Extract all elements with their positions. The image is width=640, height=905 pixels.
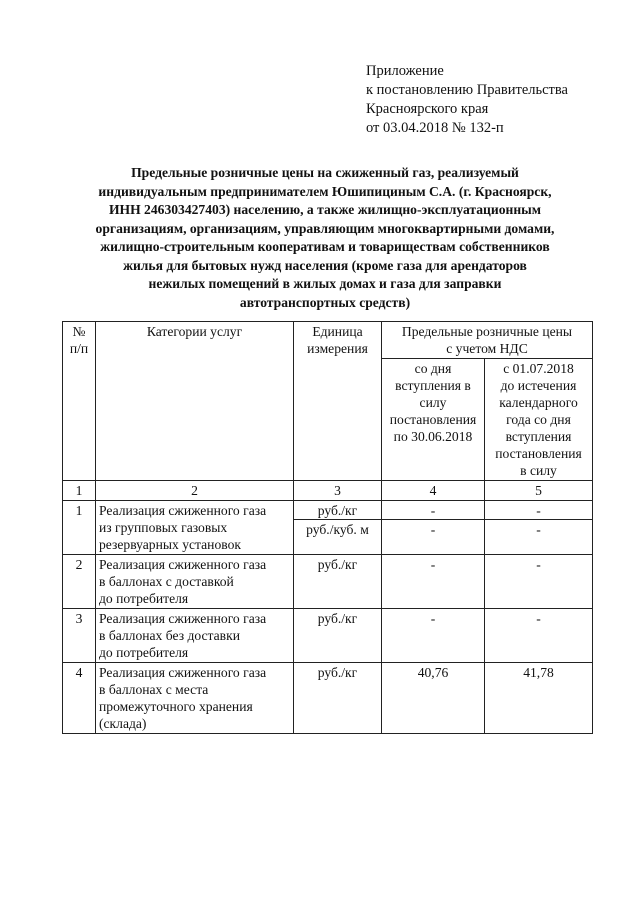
unit-value: руб./кг: [294, 555, 382, 609]
header-text: постановления: [495, 446, 582, 461]
service-name: [96, 663, 294, 734]
header-col4: [382, 359, 485, 481]
title-line: организациям, организациям, управляющим многоквартирными домами,: [95, 220, 555, 236]
header-text: в силу: [520, 463, 557, 478]
service-line: (склада): [99, 716, 147, 731]
appendix-block: [366, 62, 568, 138]
appendix-line: Красноярского края: [366, 101, 489, 117]
document-title: [60, 164, 590, 312]
service-line: промежуточного хранения: [99, 699, 253, 714]
table-row: [63, 501, 593, 555]
service-line: до потребителя: [99, 591, 189, 606]
price-value: -: [382, 555, 485, 609]
header-price-group: [382, 322, 593, 359]
price-value: -: [485, 555, 593, 609]
title-line: жилищно-строительным кооперативам и товариществам собственников: [100, 239, 550, 254]
column-number: 2: [96, 481, 294, 501]
column-number: 5: [485, 481, 593, 501]
price-value: 40,76: [382, 663, 485, 734]
unit-value: руб./кг: [294, 663, 382, 734]
header-category: [96, 322, 294, 481]
price-value: -: [382, 609, 485, 663]
service-name: [96, 609, 294, 663]
header-text: Категории услуг: [146, 324, 243, 339]
header-unit: [294, 322, 382, 481]
column-number: 3: [294, 481, 382, 501]
appendix-line: Приложение: [366, 63, 444, 79]
appendix-line: к постановлению Правительства: [366, 82, 568, 98]
service-name: [96, 555, 294, 609]
price-value: -: [485, 609, 593, 663]
row-number: 4: [63, 663, 96, 734]
header-text: постановления: [389, 412, 477, 427]
unit-value: руб./кг: [294, 501, 381, 520]
title-line: ИНН 246303427403) населению, а также жилищно-эксплуатационным: [108, 202, 542, 217]
appendix-line: от 03.04.2018 № 132-п: [366, 120, 504, 136]
header-text: по 30.06.2018: [393, 429, 473, 444]
column-number-row: [63, 481, 593, 501]
service-line: до потребителя: [99, 645, 189, 660]
title-line: автотранспортных средств): [239, 294, 411, 310]
service-name: [96, 501, 294, 555]
header-text: вступления в: [395, 378, 471, 393]
service-line: в баллонах без доставки: [99, 628, 240, 643]
title-line: нежилых помещений в жилых домах и газа для заправки: [148, 276, 502, 291]
header-text: вступления: [505, 429, 572, 444]
title-line: индивидуальным предпринимателем Юшипициным С.А. (г. Красноярск,: [98, 183, 552, 199]
header-text: п/п: [69, 341, 89, 356]
header-text: силу: [419, 395, 447, 410]
price-value: -: [382, 501, 484, 520]
service-line: в баллонах с доставкой: [99, 574, 234, 589]
header-text: со дня: [414, 361, 452, 376]
price-cell-col5: [485, 501, 593, 555]
table-header-row: [63, 322, 593, 359]
price-value: -: [485, 501, 592, 520]
table-row: [63, 609, 593, 663]
column-number: 1: [63, 481, 96, 501]
service-line: в баллонах с места: [99, 682, 209, 697]
table-row: [63, 555, 593, 609]
row-number: 2: [63, 555, 96, 609]
title-line: Предельные розничные цены на сжиженный газ, реализуемый: [131, 165, 519, 180]
service-line: резервуарных установок: [99, 537, 241, 552]
service-line: Реализация сжиженного газа: [99, 557, 267, 572]
row-number: 1: [63, 501, 96, 555]
header-text: Предельные розничные цены: [401, 324, 573, 339]
row-number: 3: [63, 609, 96, 663]
unit-cell: [294, 501, 382, 555]
unit-value: руб./кг: [294, 609, 382, 663]
header-text: года со дня: [506, 412, 571, 427]
header-text: Единица: [312, 324, 363, 339]
column-number: 4: [382, 481, 485, 501]
header-text: №: [72, 324, 86, 339]
header-text: с 01.07.2018: [503, 361, 574, 376]
price-cell-col4: [382, 501, 485, 555]
service-line: из групповых газовых: [99, 520, 228, 535]
header-text: измерения: [307, 341, 368, 356]
service-line: Реализация сжиженного газа: [99, 665, 267, 680]
title-line: жилья для бытовых нужд населения (кроме газа для арендаторов: [123, 257, 527, 273]
header-text: календарного: [499, 395, 578, 410]
service-line: Реализация сжиженного газа: [99, 503, 267, 518]
prices-table: [62, 321, 593, 734]
service-line: Реализация сжиженного газа: [99, 611, 267, 626]
header-text: до истечения: [500, 378, 577, 393]
header-col5: [485, 359, 593, 481]
header-num: [63, 322, 96, 481]
header-text: с учетом НДС: [446, 341, 528, 356]
table-row: [63, 663, 593, 734]
price-value: -: [430, 522, 436, 537]
unit-value: руб./куб. м: [306, 522, 369, 537]
price-value: 41,78: [485, 663, 593, 734]
price-value: -: [536, 522, 541, 537]
